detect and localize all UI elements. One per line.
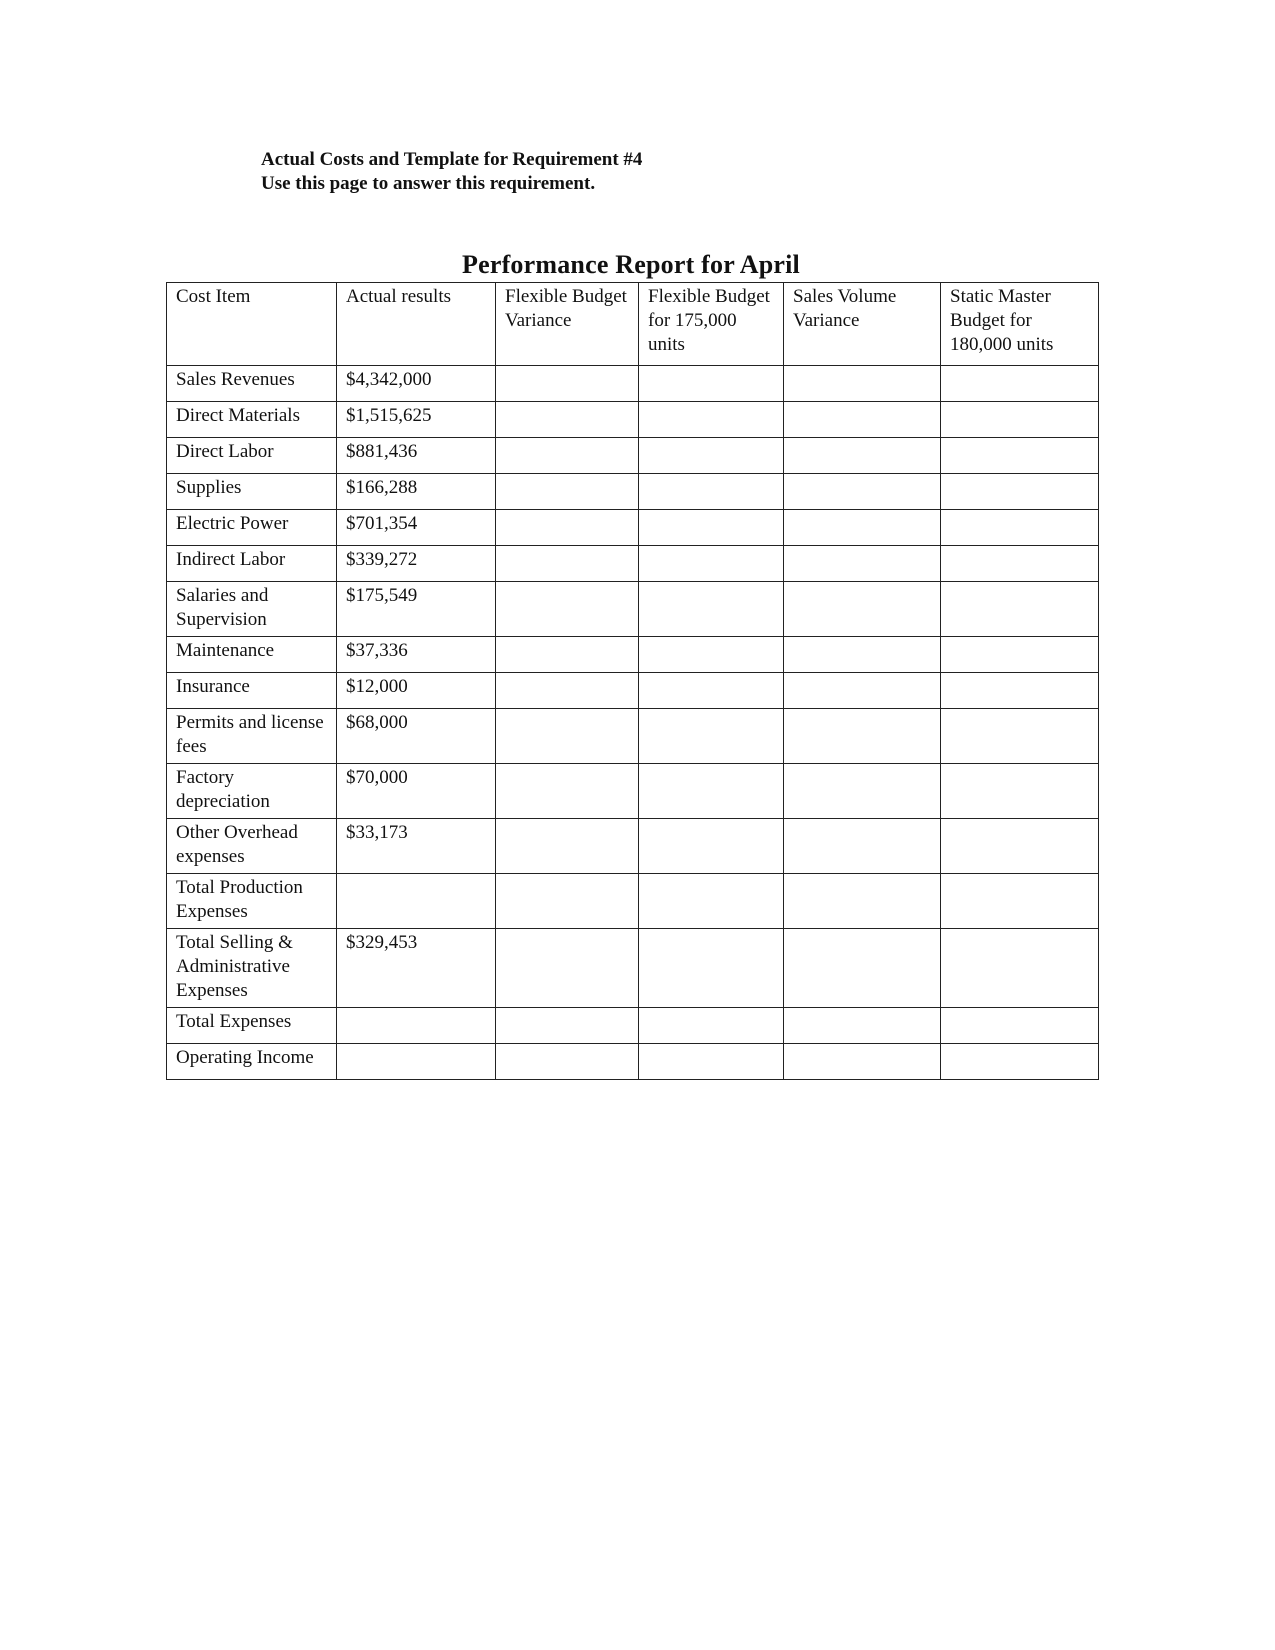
flexible-budget-cell xyxy=(639,582,784,637)
column-header-actual-results: Actual results xyxy=(337,283,496,366)
table-row xyxy=(167,402,1099,438)
static-master-budget-cell xyxy=(941,874,1099,929)
actual-results-cell: $1,515,625 xyxy=(337,402,496,438)
flexible-budget-cell xyxy=(639,929,784,1008)
actual-results-cell: $12,000 xyxy=(337,673,496,709)
flexible-budget-variance-cell xyxy=(496,819,639,874)
static-master-budget-cell xyxy=(941,510,1099,546)
static-master-budget-cell xyxy=(941,438,1099,474)
flexible-budget-variance-cell xyxy=(496,402,639,438)
cost-item-cell: Permits and license fees xyxy=(167,709,337,764)
cost-item-cell: Direct Labor xyxy=(167,438,337,474)
cost-item-cell: Total Selling & Administrative Expenses xyxy=(167,929,337,1008)
actual-results-cell: $166,288 xyxy=(337,474,496,510)
cost-item-cell: Total Expenses xyxy=(167,1008,337,1044)
actual-results-cell xyxy=(337,1008,496,1044)
cost-item-cell: Maintenance xyxy=(167,637,337,673)
flexible-budget-variance-cell xyxy=(496,874,639,929)
actual-results-cell: $4,342,000 xyxy=(337,366,496,402)
static-master-budget-cell xyxy=(941,402,1099,438)
actual-results-cell: $175,549 xyxy=(337,582,496,637)
actual-results-cell: $701,354 xyxy=(337,510,496,546)
flexible-budget-cell xyxy=(639,637,784,673)
cost-item-cell: Operating Income xyxy=(167,1044,337,1080)
flexible-budget-cell xyxy=(639,402,784,438)
page-heading xyxy=(261,148,642,196)
sales-volume-variance-cell xyxy=(784,438,941,474)
table-row xyxy=(167,874,1099,929)
flexible-budget-variance-cell xyxy=(496,929,639,1008)
sales-volume-variance-cell xyxy=(784,510,941,546)
column-header-cost-item: Cost Item xyxy=(167,283,337,366)
table-row xyxy=(167,637,1099,673)
static-master-budget-cell xyxy=(941,366,1099,402)
flexible-budget-cell xyxy=(639,474,784,510)
sales-volume-variance-cell xyxy=(784,709,941,764)
flexible-budget-variance-cell xyxy=(496,1008,639,1044)
static-master-budget-cell xyxy=(941,637,1099,673)
actual-results-cell: $329,453 xyxy=(337,929,496,1008)
actual-results-cell: $70,000 xyxy=(337,764,496,819)
flexible-budget-cell xyxy=(639,510,784,546)
sales-volume-variance-cell xyxy=(784,402,941,438)
static-master-budget-cell xyxy=(941,546,1099,582)
table-row xyxy=(167,673,1099,709)
flexible-budget-variance-cell xyxy=(496,1044,639,1080)
sales-volume-variance-cell xyxy=(784,764,941,819)
flexible-budget-variance-cell xyxy=(496,709,639,764)
flexible-budget-cell xyxy=(639,366,784,402)
column-header-static-master-budget: Static Master Budget for 180,000 units xyxy=(941,283,1099,366)
actual-results-cell xyxy=(337,1044,496,1080)
table-row xyxy=(167,819,1099,874)
sales-volume-variance-cell xyxy=(784,819,941,874)
report-title: Performance Report for April xyxy=(462,250,800,279)
sales-volume-variance-cell xyxy=(784,637,941,673)
sales-volume-variance-cell xyxy=(784,366,941,402)
table-row xyxy=(167,582,1099,637)
sales-volume-variance-cell xyxy=(784,474,941,510)
sales-volume-variance-cell xyxy=(784,582,941,637)
static-master-budget-cell xyxy=(941,582,1099,637)
cost-item-cell: Salaries and Supervision xyxy=(167,582,337,637)
sales-volume-variance-cell xyxy=(784,546,941,582)
flexible-budget-cell xyxy=(639,673,784,709)
table-row xyxy=(167,1044,1099,1080)
actual-results-cell: $339,272 xyxy=(337,546,496,582)
column-header-flexible-budget: Flexible Budget for 175,000 units xyxy=(639,283,784,366)
performance-report-table xyxy=(166,282,1099,1080)
actual-results-cell xyxy=(337,874,496,929)
sales-volume-variance-cell xyxy=(784,929,941,1008)
flexible-budget-cell xyxy=(639,1044,784,1080)
column-header-sales-volume-variance: Sales Volume Variance xyxy=(784,283,941,366)
header-row xyxy=(167,283,1099,366)
report-body xyxy=(167,366,1099,1080)
table-row xyxy=(167,1008,1099,1044)
flexible-budget-variance-cell xyxy=(496,546,639,582)
cost-item-cell: Direct Materials xyxy=(167,402,337,438)
flexible-budget-variance-cell xyxy=(496,673,639,709)
cost-item-cell: Factory depreciation xyxy=(167,764,337,819)
flexible-budget-variance-cell xyxy=(496,510,639,546)
cost-item-cell: Electric Power xyxy=(167,510,337,546)
sales-volume-variance-cell xyxy=(784,1008,941,1044)
static-master-budget-cell xyxy=(941,819,1099,874)
static-master-budget-cell xyxy=(941,764,1099,819)
cost-item-cell: Total Production Expenses xyxy=(167,874,337,929)
table-row xyxy=(167,709,1099,764)
flexible-budget-variance-cell xyxy=(496,582,639,637)
cost-item-cell: Insurance xyxy=(167,673,337,709)
table-row xyxy=(167,546,1099,582)
static-master-budget-cell xyxy=(941,1044,1099,1080)
flexible-budget-variance-cell xyxy=(496,438,639,474)
cost-item-cell: Indirect Labor xyxy=(167,546,337,582)
sales-volume-variance-cell xyxy=(784,1044,941,1080)
flexible-budget-cell xyxy=(639,709,784,764)
flexible-budget-cell xyxy=(639,546,784,582)
table-row xyxy=(167,929,1099,1008)
heading-line-1: Actual Costs and Template for Requirement #4 xyxy=(261,149,643,170)
sales-volume-variance-cell xyxy=(784,673,941,709)
static-master-budget-cell xyxy=(941,709,1099,764)
flexible-budget-cell xyxy=(639,1008,784,1044)
table-row xyxy=(167,510,1099,546)
flexible-budget-cell xyxy=(639,874,784,929)
flexible-budget-cell xyxy=(639,764,784,819)
flexible-budget-cell xyxy=(639,819,784,874)
flexible-budget-variance-cell xyxy=(496,637,639,673)
actual-results-cell: $33,173 xyxy=(337,819,496,874)
cost-item-cell: Supplies xyxy=(167,474,337,510)
flexible-budget-variance-cell xyxy=(496,764,639,819)
actual-results-cell: $37,336 xyxy=(337,637,496,673)
heading-line-2: Use this page to answer this requirement. xyxy=(261,173,596,194)
table-row xyxy=(167,474,1099,510)
flexible-budget-cell xyxy=(639,438,784,474)
sales-volume-variance-cell xyxy=(784,874,941,929)
cost-item-cell: Sales Revenues xyxy=(167,366,337,402)
static-master-budget-cell xyxy=(941,929,1099,1008)
column-header-flexible-budget-variance: Flexible Budget Variance xyxy=(496,283,639,366)
static-master-budget-cell xyxy=(941,1008,1099,1044)
table-row xyxy=(167,764,1099,819)
static-master-budget-cell xyxy=(941,474,1099,510)
actual-results-cell: $881,436 xyxy=(337,438,496,474)
static-master-budget-cell xyxy=(941,673,1099,709)
actual-results-cell: $68,000 xyxy=(337,709,496,764)
flexible-budget-variance-cell xyxy=(496,474,639,510)
table-row xyxy=(167,438,1099,474)
table-row xyxy=(167,366,1099,402)
cost-item-cell: Other Overhead expenses xyxy=(167,819,337,874)
flexible-budget-variance-cell xyxy=(496,366,639,402)
